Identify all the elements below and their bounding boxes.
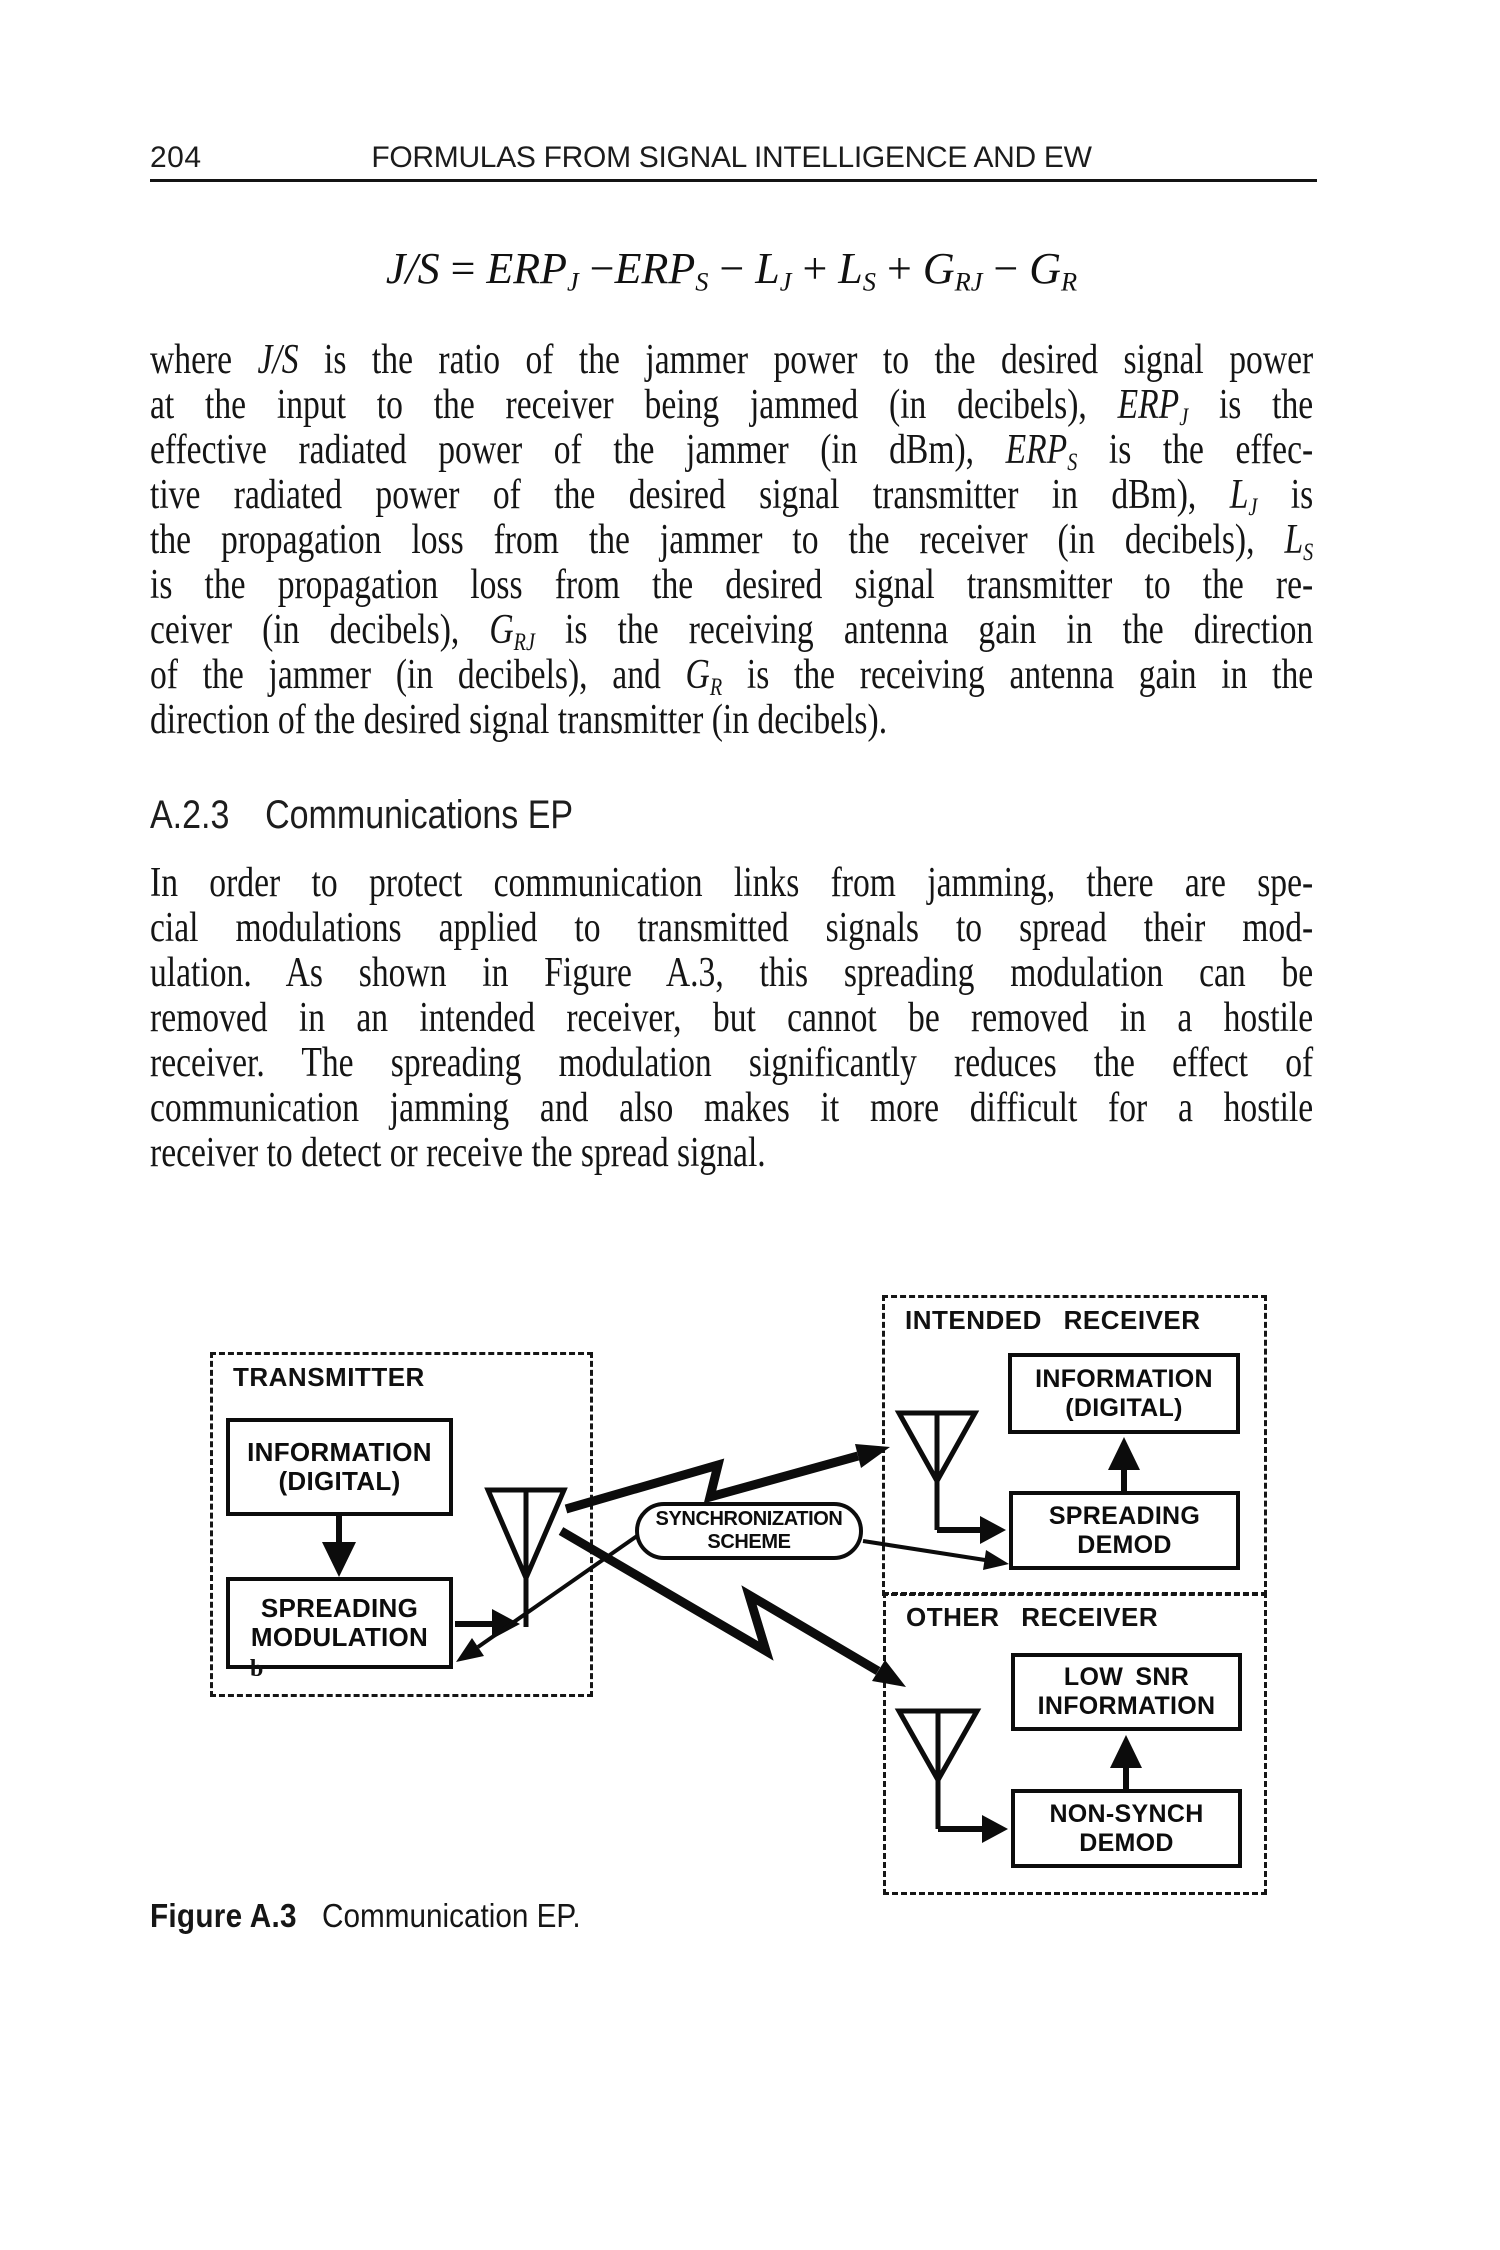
tx-information-digital-box: [226, 1418, 453, 1516]
bubble-label-line: SCHEME: [707, 1531, 791, 1553]
box-label-line: NON-SYNCH: [1049, 1799, 1204, 1828]
text-line: tive radiated power of the desired signal transmitter in dBm), $L_J$ is: [150, 472, 1314, 522]
equation-js: $J/S = ERP_J -ERP_S - L_J + L_S + G_{RJ} - G_R$: [385, 244, 1078, 297]
box-label-line: SPREADING: [1048, 1501, 1201, 1530]
running-title: FORMULAS FROM SIGNAL INTELLIGENCE AND EW: [371, 141, 1092, 174]
other-receiver-group-label: OTHER RECEIVER: [906, 1602, 1159, 1632]
transmitter-group-label: TRANSMITTER: [233, 1362, 425, 1392]
text-line: In order to protect communication links from jamming, there are spe-: [150, 860, 1314, 906]
rx-information-digital-box: [1008, 1353, 1240, 1434]
text-line: receiver to detect or receive the spread signal.: [150, 1130, 766, 1176]
synchronization-scheme-bubble: [635, 1502, 863, 1560]
text-line: at the input to the receiver being jammed (in decibels), $ERP_J$ is the: [150, 382, 1314, 432]
text-line: removed in an intended receiver, but cannot be removed in a hostile: [150, 995, 1314, 1041]
box-label-line: SPREADING: [260, 1593, 419, 1623]
other-low-snr-information-box: [1011, 1653, 1242, 1731]
paragraph-formula-explanation: [150, 338, 1313, 743]
box-label-line: INFORMATION: [247, 1437, 432, 1467]
box-label-line: DEMOD: [1079, 1828, 1174, 1857]
text-line: is the propagation loss from the desired signal transmitter to the re-: [150, 562, 1314, 608]
text-line: communication jamming and also makes it more difficult for a hostile: [150, 1085, 1314, 1131]
text-line: receiver. The spreading modulation significantly reduces the effect of: [150, 1040, 1314, 1086]
intended-receiver-group-label: INTENDED RECEIVER: [905, 1305, 1201, 1335]
box-label-line: INFORMATION: [1037, 1692, 1216, 1720]
text-line: the propagation loss from the jammer to the receiver (in decibels), $L_S$: [150, 517, 1314, 567]
figure-caption-label: Figure A.3: [150, 1897, 297, 1934]
other-non-synch-demod-box: [1011, 1789, 1242, 1868]
header-rule: [150, 179, 1317, 182]
scan-artifact-mark: b: [250, 1656, 264, 1682]
text-line: of the jammer (in decibels), and $G_R$ is the receiving antenna gain in the: [150, 652, 1314, 702]
page-number: 204: [150, 141, 202, 174]
section-number: A.2.3: [150, 793, 230, 837]
text-line: ulation. As shown in Figure A.3, this spreading modulation can be: [150, 950, 1314, 996]
text-line: effective radiated power of the jammer (in dBm), $ERP_S$ is the effec-: [150, 427, 1314, 477]
paragraph-communications-ep: [150, 861, 1313, 1176]
rx-spreading-demod-box: [1009, 1491, 1240, 1570]
figure-caption-text: Communication EP.: [322, 1897, 581, 1934]
figure-caption: [150, 1898, 581, 1934]
box-label-line: INFORMATION: [1035, 1364, 1213, 1393]
bubble-label-line: SYNCHRONIZATION: [655, 1508, 843, 1530]
text-line: direction of the desired signal transmitter (in decibels).: [150, 697, 888, 743]
section-heading: [150, 794, 573, 836]
text-line: ceiver (in decibels), $G_{RJ}$ is the receiving antenna gain in the direction: [150, 607, 1314, 657]
box-label-line: (DIGITAL): [278, 1466, 401, 1496]
box-label-line: MODULATION: [250, 1622, 429, 1652]
section-title: Communications EP: [265, 793, 574, 837]
box-label-line: (DIGITAL): [1065, 1393, 1183, 1422]
text-line: cial modulations applied to transmitted signals to spread their mod-: [150, 905, 1314, 951]
box-label-line: DEMOD: [1077, 1530, 1172, 1559]
box-label-line: LOW SNR: [1063, 1663, 1190, 1691]
text-line: where J/S is the ratio of the jammer power to the desired signal power: [150, 337, 1314, 383]
